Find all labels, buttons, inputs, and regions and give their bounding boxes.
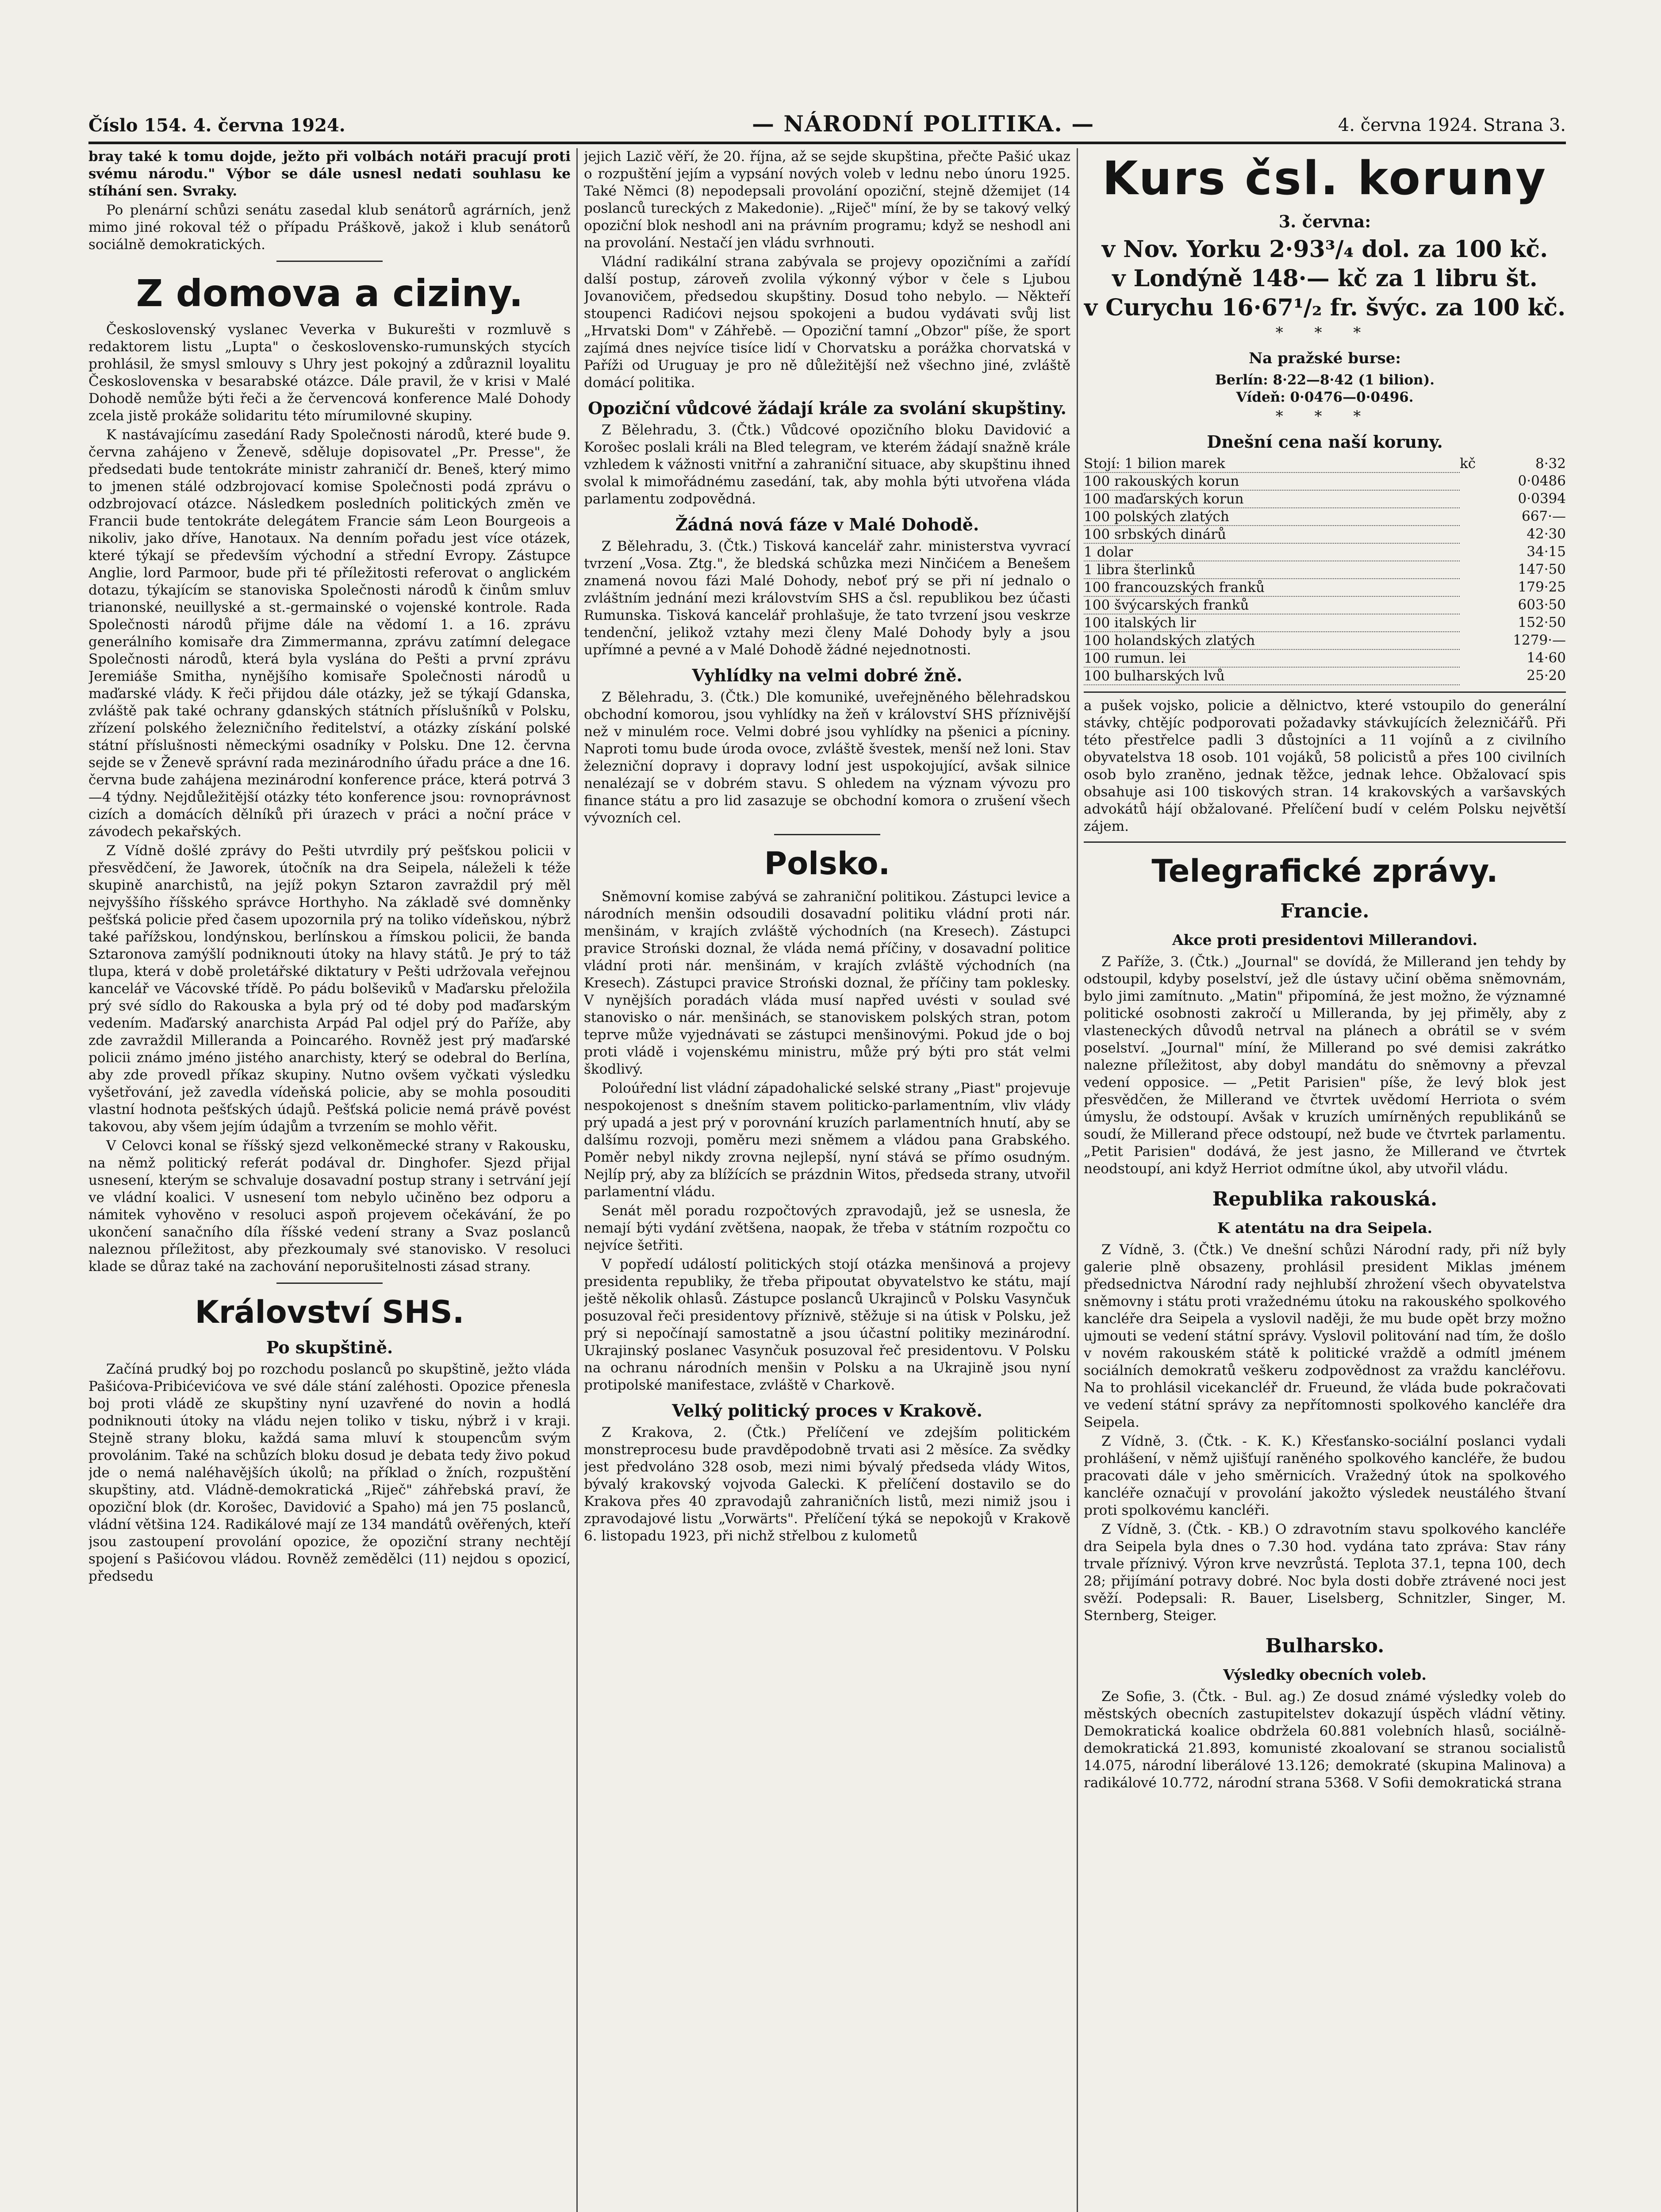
subsection-title-bulharsko: Bulharsko. — [1265, 1635, 1385, 1657]
section-divider — [276, 261, 383, 262]
issue-number: Číslo 154. 4. června 1924. — [88, 115, 345, 136]
price-table — [1084, 455, 1566, 685]
price-row-unit — [1460, 649, 1486, 667]
subheading: Po skupštině. — [266, 1337, 393, 1357]
subheading: Akce proti presidentovi Millerandovi. — [1172, 931, 1478, 949]
article-paragraph: V Celovci konal se říšský sjezd velkoněmecké strany v Rakousku, na němž politický referát podával dr. Dinghofer. Sjezd přijal usnesení, kterým se schvaluje dosavadní postup strany i setrvání její ve vládní koalici. V usnesení tom nebylo učiněno bez odporu a námitek vyhověno v resoluci aspoň projevem očekávání, že po ukončení sanačního díla říšské vedení strany a Svaz poslanců naleznou příležitost, aby přezkoumaly své stanovisko. V resoluci klade se důraz také na zachování neporušitelnosti zásad strany. — [88, 1138, 571, 1275]
column-2 — [584, 148, 1070, 2212]
price-row — [1084, 649, 1566, 667]
price-row-label: 100 holandských zlatých — [1084, 632, 1460, 649]
page-header — [88, 111, 1566, 142]
subheading: Výsledky obecních voleb. — [1223, 1666, 1427, 1683]
price-row-label: 100 švýcarských franků — [1084, 596, 1460, 614]
article-paragraph: Z Bělehradu, 3. (Čtk.) Tisková kancelář zahr. ministerstva vyvrací tvrzení „Vosa. Ztg.", že bledská schůzka mezi Ninčićem a Benešem znamená novou fázi Malé Dohody, neboť prý se při ní jednalo o zvláštním jednání mezi královstvím SHS a čsl. republikou bez účasti Rumunska. Tisková kancelář prohlašuje, že tato tvrzení jsou veskrze tendenční, jelikož vztahy mezi členy Malé Dohody byly a jsou upřímné a pevné a v Malé Dohodě žádné nejednotnosti. — [584, 538, 1070, 658]
article-paragraph: Poloúřední list vládní západohalické selské strany „Piast" projevuje nespokojenost s dnešním stavem politicko-parlamentním, vliv vlády prý upadá a jest prý v porovnání kruzích parlamentních hnutí, aby se dalšímu rozvoji, poměru mezi sněmem a vládou pana Grabského. Poměr nebyl nikdy zrovna nejlepší, nyní stává se přímo osudným. Nejlíp prý, aby za blížících se prázdnin Witos, předseda strany, utvořil parlamentní vládu. — [584, 1080, 1070, 1200]
article-paragraph: Z Bělehradu, 3. (Čtk.) Dle komuniké, uveřejněného bělehradskou obchodní komorou, jsou vyhlídky na žeň v království SHS příznivější než v minulém roce. Velmi dobré jsou vyhlídky na pšenici a pícniny. Naproti tomu bude úroda ovoce, zvláště švestek, menší než loni. Stav železniční dopravy i dopravy lodní jest uspokojující, avšak silnice nenalézají se v dobrém stavu. S ohledem na význam vývozu pro finance státu a pro lid zasazuje se obchodní komora o zrušení všech vývozních cel. — [584, 689, 1070, 826]
price-row-unit — [1460, 472, 1486, 490]
price-row-label: 100 italských lir — [1084, 614, 1460, 632]
price-row — [1084, 579, 1566, 596]
section-divider — [276, 1283, 383, 1284]
price-row-unit: kč — [1460, 456, 1476, 472]
price-row-label: Stojí: 1 bilion marek — [1084, 455, 1460, 472]
price-row-unit — [1460, 614, 1486, 632]
price-row-label: 100 francouzských franků — [1084, 579, 1460, 596]
price-row-unit — [1460, 667, 1486, 685]
price-row — [1084, 526, 1566, 543]
column-divider-1 — [576, 148, 578, 2212]
price-row-value: 1279·— — [1513, 632, 1566, 648]
price-row-value: 0·0394 — [1518, 491, 1566, 507]
price-row-unit — [1460, 526, 1486, 543]
price-row-value: 8·32 — [1535, 456, 1566, 472]
subheading: Opoziční vůdcové žádají krále za svolání skupštiny. — [588, 398, 1066, 418]
price-row-value: 667·— — [1521, 508, 1566, 524]
article-paragraph: Z Vídně došlé zprávy do Pešti utvrdily prý pešťskou policii v přesvědčení, že Jaworek, útočník na dra Seipela, náleželi k téže skupině anarchistů, na jejíž pokyn Sztaron zavraždil prý měl nejvyššího říšského správce Horthyho. Na základě své domněnky pešťská policie před časem upozornila prý na toliko vídeňskou, nýbrž také pařížskou, londýnskou, berlínskou a římskou policii, že banda Sztaronova zamýšlí podniknouti útoky na hlavy států. Je prý to táž tlupa, která v době proletářské diktatury v Pešti udržovala veřejnou kancelář ve Vácovské třídě. Po pádu bolševiků v Maďarsku přeložila prý své sídlo do Rakouska a byla prý od té doby pod maďarským vedením. Maďarský anarchista Arpád Pal odjel prý do Paříže, aby zde zavraždil Millerandа a Poincarého. Rovněž jest prý maďarské policii známo jméno jistého anarchisty, který se odebral do Berlína, aby zde provedl příkaz skupiny. Nutno ovšem vyčkati výsledku vyšetřování, jež zavedla vídeňská policie, aby se mohla posouditi vlastní hodnota pešťských údajů. Pešťská policie nemá právě povést takovou, aby všem jejím údajům a tvrzením se mohlo věřit. — [88, 843, 571, 1135]
article-paragraph: Z Vídně, 3. (Čtk. - KB.) O zdravotním stavu spolkového kancléře dra Seipela byla dnes o 7.30 hod. vydána tato zpráva: Stav rány trvale příznivý. Výron krve nevzrůstá. Teplota 37.1, tepna 100, dech 28; přijímání potravy dobré. Noc byla dosti dobře ztrávené noci jest svěží. Podepsali: R. Bauer, Liselsberg, Schnitzler, Singer, M. Sternberg, Steiger. — [1084, 1521, 1566, 1624]
price-row-unit — [1460, 579, 1486, 596]
price-row-value: 152·50 — [1518, 614, 1566, 630]
bursa-berlin: Berlín: 8·22—8·42 (1 bilion). — [1215, 372, 1435, 388]
price-row-unit — [1460, 561, 1486, 579]
column-1 — [88, 148, 571, 2212]
price-row-value: 179·25 — [1518, 579, 1566, 595]
price-row-unit — [1460, 508, 1486, 526]
price-row-value: 147·50 — [1518, 561, 1566, 577]
section-rule — [1084, 841, 1566, 843]
subsection-title-francie: Francie. — [1280, 900, 1369, 922]
price-row-value: 25·20 — [1527, 668, 1566, 684]
article-paragraph: K nastávajícímu zasedání Rady Společnosti národů, které bude 9. června zahájeno v Ženevě, sděluje dopisovatel „Pr. Presse", že předsedati bude tentokráte ministr zahraničí dr. Beneš, který mimo to jmenen stálé odzbrojovací komise Společnosti podá zprávu o odzbrojovací otázce. Následkem posledních politických změn ve Francii bude tentokráte delegátem Francie sám Leon Bourgeois a nikoliv, jako dříve, Hanotaux. Na denním pořadu jest více otázek, které týkají se především východní a střední Evropy. Zástupce Anglie, lord Parmoor, bude při té příležitosti referovat o anglickém dotazu, týkajícím se stanoviska Společnosti národů k činům smluv trianonské, neuillyské a st.-germainské o vojenské kontrole. Rada Společnosti národů přijme dále na vědomí 1. a 16. zprávu generálního komisaře dra Zimmermanna, zprávu zatímní delegace Společnosti národů, která byla vyslána do Pešti a první zprávu Jeremiáše Smitha, nynějšího komisaře Společnosti národů u maďarské vlády. K řeči přijdou dále otázky, jež se týkají Gdanska, zvláště pak také ochrany gdanských státních příslušníků v Polsku, zřízení polského železničního ředitelství, a otázky získání polské státní příslušnosti německými osadníky v Polsku. Dne 12. června sejde se v Ženevě správní rada mezinárodního úřadu práce a dne 16. června bude zahájena mezinárodní konference práce, která potrvá 3—4 týdny. Nejdůležitější otázky této konference jsou: rovnoprávnost cizích a domácích dělníků při úrazech v práci a noční práce v závodech pekařských. — [88, 427, 571, 840]
subsection-title-rakousko: Republika rakouská. — [1212, 1188, 1438, 1210]
page-number: 4. června 1924. Strana 3. — [1338, 115, 1566, 135]
price-row — [1084, 667, 1566, 685]
bursa-vienna: Vídeň: 0·0476—0·0496. — [1236, 389, 1414, 405]
price-row-label: 100 maďarských korun — [1084, 490, 1460, 508]
section-title-telegraf: Telegrafické zprávy. — [1151, 853, 1498, 889]
section-title-domov: Z domova a ciziny. — [136, 272, 523, 315]
price-row — [1084, 596, 1566, 614]
section-title-shs: Království SHS. — [195, 1294, 464, 1330]
section-title-polsko: Polsko. — [764, 845, 890, 882]
column-divider-2 — [1077, 148, 1078, 2212]
masthead: — NÁRODNÍ POLITIKA. — — [752, 111, 1095, 137]
price-row-label: 1 dolar — [1084, 543, 1460, 561]
article-paragraph: Vládní radikální strana zabývala se projevy opozičními a zařídí další postup, zároveň zvolila výkonný výbor v čele s Ljubou Jovanovičem, předsedou skupštiny. Dosud toho nebylo. — Někteří stoupenci Radićovi nejsou spokojeni a budou vydávati svůj list „Hrvatski Dom" v Záhřebě. — Opoziční tamní „Obzor" píše, že sport zajímá dnes nejvíce tisíce lidí v Chorvatsku a porážka chorvatská v Paříži od Uruguay je pro ně důležitější než všechno jiné, zvláště domácí politika. — [584, 254, 1070, 391]
currency-date: 3. června: — [1278, 211, 1371, 231]
price-row-value: 42·30 — [1527, 526, 1566, 542]
price-row — [1084, 614, 1566, 632]
article-paragraph: Senát měl poradu rozpočtových zpravodajů, jež se usnesla, že nemají býti vydání zvětšena, naopak, že třeba v státním rozpočtu co nejvíce šetřiti. — [584, 1203, 1070, 1253]
subheading: Žádná nová fáze v Malé Dohodě. — [675, 515, 979, 534]
price-row — [1084, 632, 1566, 649]
subheading: Vyhlídky na velmi dobré žně. — [692, 665, 963, 685]
article-paragraph: Z Vídně, 3. (Čtk. - K. K.) Křesťansko-sociální poslanci vydali prohlášení, v němž ujišťují raněného spolkového kancléře, že budou pracovati dále v jeho směrnicích. Vražedný útok na spolkového kancléře označují v provolání jakožto výsledek neustálého štvaní proti spolkovému kancléři. — [1084, 1433, 1566, 1518]
header-rule — [88, 142, 1566, 144]
price-row-value: 14·60 — [1527, 650, 1566, 666]
price-row-unit — [1460, 632, 1486, 649]
article-paragraph: jejich Lazič věří, že 20. října, až se sejde skupština, přečte Pašić ukaz o rozpuštění jejím a vypsání nových voleb v lednu nebo únoru 1925. Také Němci (8) nepodepsali provolání opoziční, stejně džemijet (14 poslanců tureckých z Makedonie). „Riječ" míní, že by se takový velký opoziční blok neshodl ani na právním programu; když se neshodl ani na provolání. Nestačí jen vládu svrhnouti. — [584, 149, 1070, 251]
price-row-label: 1 libra šterlinků — [1084, 561, 1460, 579]
subheading: K atentátu na dra Seipela. — [1217, 1219, 1433, 1237]
currency-title: Kurs čsl. koruny — [1102, 151, 1548, 205]
price-row-label: 100 srbských dinárů — [1084, 526, 1460, 543]
price-row-label: 100 bulharských lvů — [1084, 667, 1460, 685]
section-divider — [774, 834, 880, 835]
price-row-value: 34·15 — [1527, 544, 1566, 560]
article-paragraph: Z Bělehradu, 3. (Čtk.) Vůdcové opozičního bloku Davidović a Korošec poslali králi na Bled telegram, ve kterém žádají snažně krále vzhledem k vážnosti vnitřní a zahraniční situace, aby skupštinu ihned svolal k mimořádnému zasedání, tak, aby mohla býti utvořena vláda parlamentu zodpovědná. — [584, 422, 1070, 507]
star-separator: * * * — [1275, 324, 1374, 342]
price-row-unit — [1460, 490, 1486, 508]
article-paragraph: V popředí událostí politických stojí otázka menšinová a projevy presidenta republiky, že třeba připoutat obyvatelstvo ke státu, mají ještě několik ohlasů. Zástupce poslanců Ukrajinců v Polsku Vasynčuk posuzoval řeči presidentovy příznivě, stěžuje si na útisk v Polsku, jež prý si nepočínají samostatně a jsou účastní politiky mezinárodní. Ukrajinský poslanec Vasynčuk posuzoval řeč presidentovu. V Polsku na ochranu národních menšin v Polsku a na Ukrajině jsou nyní protipolské manifestace, zvláště v Charkově. — [584, 1256, 1070, 1393]
price-row — [1084, 561, 1566, 579]
article-paragraph: Československý vyslanec Veverka v Bukurešti v rozmluvě s redaktorem listu „Lupta" o československo-rumunských stycích prohlásil, že smysl smlouvy s Uhry jest pokojný a zdůraznil loyalitu Československa v besarabské otázce. Dále pravil, že v krisi v Malé Dohodě nemůže býti řeči a že červencová konference Malé Dohody zcela jistě prokáže solidaritu této mírumilovné skupiny. — [88, 322, 571, 424]
price-row-label: 100 rumun. lei — [1084, 649, 1460, 667]
article-paragraph: a pušek vojsko, policie a dělnictvo, které vstoupilo do generální stávky, chtějíc podporovati požadavky stávkujících železničářů. Při této přestřelce padli 3 důstojníci a 11 vojínů a z civilního obyvatelstva 18 osob. 101 vojáků, 58 policistů a přes 100 civilních osob bylo zraněno, jednak těžce, jednak lehce. Obžalovací spis obsahuje asi 100 tiskových stran. 14 krakovských a varšavských advokátů hájí obžalované. Přelíčení budí v celém Polsku největší zájem. — [1084, 698, 1566, 834]
article-paragraph: Ze Sofie, 3. (Čtk. - Bul. ag.) Ze dosud známé výsledky voleb do městských obecních zastupitelstev dokazují úspěch vládní větiny. Demokratická koalice obdržela 60.881 volebních hlasů, sociálně-demokratická 21.893, komunisté zkoalovaní se stranou socialistů 14.075, národní liberálové 13.126; demokraté (skupina Malinova) a radikálové 10.772, národní strana 5368. V Sofii demokratická strana — [1084, 1689, 1566, 1791]
intro-text-2: Po plenární schůzi senátu zasedal klub senátorů agrárních, jenž mimo jiné rokoval též o případu Práškově, jakož i klub senátorů sociálně demokratických. — [88, 202, 571, 253]
column-3 — [1084, 148, 1566, 2212]
price-table-title: Dnešní cena naší koruny. — [1207, 432, 1443, 452]
rate-new-york: v Nov. Yorku 2·93³/₄ dol. za 100 kč. — [1101, 236, 1548, 263]
bursa-heading: Na pražské burse: — [1249, 349, 1401, 367]
price-row-label: 100 rakouských korun — [1084, 472, 1460, 490]
price-row-unit — [1460, 596, 1486, 614]
price-row — [1084, 472, 1566, 490]
article-paragraph: Z Krakova, 2. (Čtk.) Přelíčení ve zdejším politickém monstreprocesu bude pravděpodobně trvati asi 2 měsíce. Za svědky jest předvoláno 328 osob, mezi nimi bývalý předseda vlády Witos, bývalý krakovský vojvoda Galecki. K přelíčení dostavilo se do Krakova přes 40 zpravodajů zahraničních listů, mezi nimiž jsou i zpravodajové listu „Vorwärts". Přelíčení týká se nepokojů v Krakově 6. listopadu 1923, při nichž střelbou z kulometů — [584, 1425, 1070, 1544]
price-row-value: 0·0486 — [1518, 473, 1566, 489]
price-row — [1084, 490, 1566, 508]
article-paragraph: Začíná prudký boj po rozchodu poslanců po skupštině, ježto vláda Pašićova-Pribićevićova ve své dále stání zaléhosti. Opozice přenesla boj proti vládě ze skupštiny nyní uzavřené do novin a hodlá podniknouti útoky na vládu nejen toliko v tisku, nýbrž i v kraji. Stejně strany bloku, každá sama mluví k stoupencům svým provolánim. Také na schůzích bloku dosud je debata tedy živo pokud jde o nemá naléhavějších úkolů; na příklad o žních, rozpuštění skupštiny, atd. Vládně-demokratická „Riječ" záhřebská praví, že opoziční blok (dr. Korošec, Davidović a Spaho) má jen 75 poslanců, vládní většina 124. Radikálové mají ze 134 mandátů ověřených, kteří jsou zastoupení provolání opozice, že opoziční strany nechtějí spojení s Pašićovou vládou. Rovněž zemědělci (11) nejdou s opozicí, předsedu — [88, 1361, 571, 1584]
article-paragraph: Z Paříže, 3. (Čtk.) „Journal" se dovídá, že Millerand jen tehdy by odstoupil, kdyby poselství, jež dle ústavy učiní oběma sněmovnám, bylo jimi zamítnuto. „Matin" připomíná, že jest možno, že významné politické osobnosti zakročí u Milleranda, by jej přiměly, aby z vlasteneckých důvodů netrval na plánech a obrátil se v svém poselství. „Journal" míní, že Millerand po své demisi zakrátko nalezne příležitost, aby dobyl mandátu do sněmovny a převzal vedení opposice. — „Petit Parisien" píše, že levý blok jest přesvědčen, že Millerand ve čtvrtek uvědomí Herriota o svém úmyslu, že odstoupí. Avšak v kruzích umírněných republikánů se soudí, že Millerand přece odstoupí, než bude ve čtvrtek parlamentu. „Petit Parisien" dodává, že jest jasno, že Millerand ve čtvrtek neodstoupí, ani když Herriot odmítne úkol, aby utvořil vládu. — [1084, 954, 1566, 1177]
price-row-value: 603·50 — [1518, 597, 1566, 613]
table-rule — [1084, 691, 1566, 693]
article-paragraph: Z Vídně, 3. (Čtk.) Ve dnešní schůzi Národní rady, při níž byly galerie plně obsazeny, prohlásil president Miklas jménem předsednictva Národní rady nejhlubší zhrožení všech obyvatelstva sněmovny i státu proti vražednému útoku na rakouského spolkového kancléře dra Seipela a vyslovil naději, že mu bude opět brzy možno ujmouti se vedení státní správy. Vyslovil politování nad tím, že došlo v novém rakouském státě k politické vraždě a odmítl jménem sociálních demokratů veškeru zodpovědnost za vraždu kancléřovu. Na to prohlásil vicekancléř dr. Frueund, že vláda bude pokračovati ve vedení státní správy za nepřítomnosti spolkového kancléře dra Seipela. — [1084, 1242, 1566, 1430]
price-row-unit — [1460, 543, 1486, 561]
article-paragraph: Sněmovní komise zabývá se zahraniční politikou. Zástupci levice a národních menšin odsoudili dosavadní politiku vládní proti nár. menšinám, v krajích zvláště východních (na Kresech). Zástupci pravice Stroński doznal, že vláda nemá příčiny, v dosavadní politice vládní proti nár. menšinám, v krajích zvláště východních (na Kresech). Zástupci pravice Stroński doznal, že příčiny tam poklesky. V nynějších poradách vláda musí napřed uvésti v soulad své stanovisko o nár. menšinách, se stanoviskem polských stran, potom teprve může vyjednávati se zástupci menšinovými. Pokud jde o boj proti vládě i vojenskému ministru, může prý býti pro stát velmi škodlivý. — [584, 889, 1070, 1077]
price-row — [1084, 508, 1566, 526]
price-row — [1084, 455, 1566, 472]
rate-zurich: v Curychu 16·67¹/₂ fr. švýc. za 100 kč. — [1084, 294, 1566, 321]
subheading: Velký politický proces v Krakově. — [672, 1401, 982, 1421]
star-separator: * * * — [1275, 407, 1374, 425]
price-row — [1084, 543, 1566, 561]
rate-london: v Londýně 148·— kč za 1 libru št. — [1112, 265, 1538, 292]
intro-text-1: bray také k tomu dojde, ježto při volbách notáři pracují proti svému národu." Výbor se dále usnesl nedati souhlasu ke stíhání sen. Svraky. — [88, 149, 571, 199]
price-row-label: 100 polských zlatých — [1084, 508, 1460, 526]
